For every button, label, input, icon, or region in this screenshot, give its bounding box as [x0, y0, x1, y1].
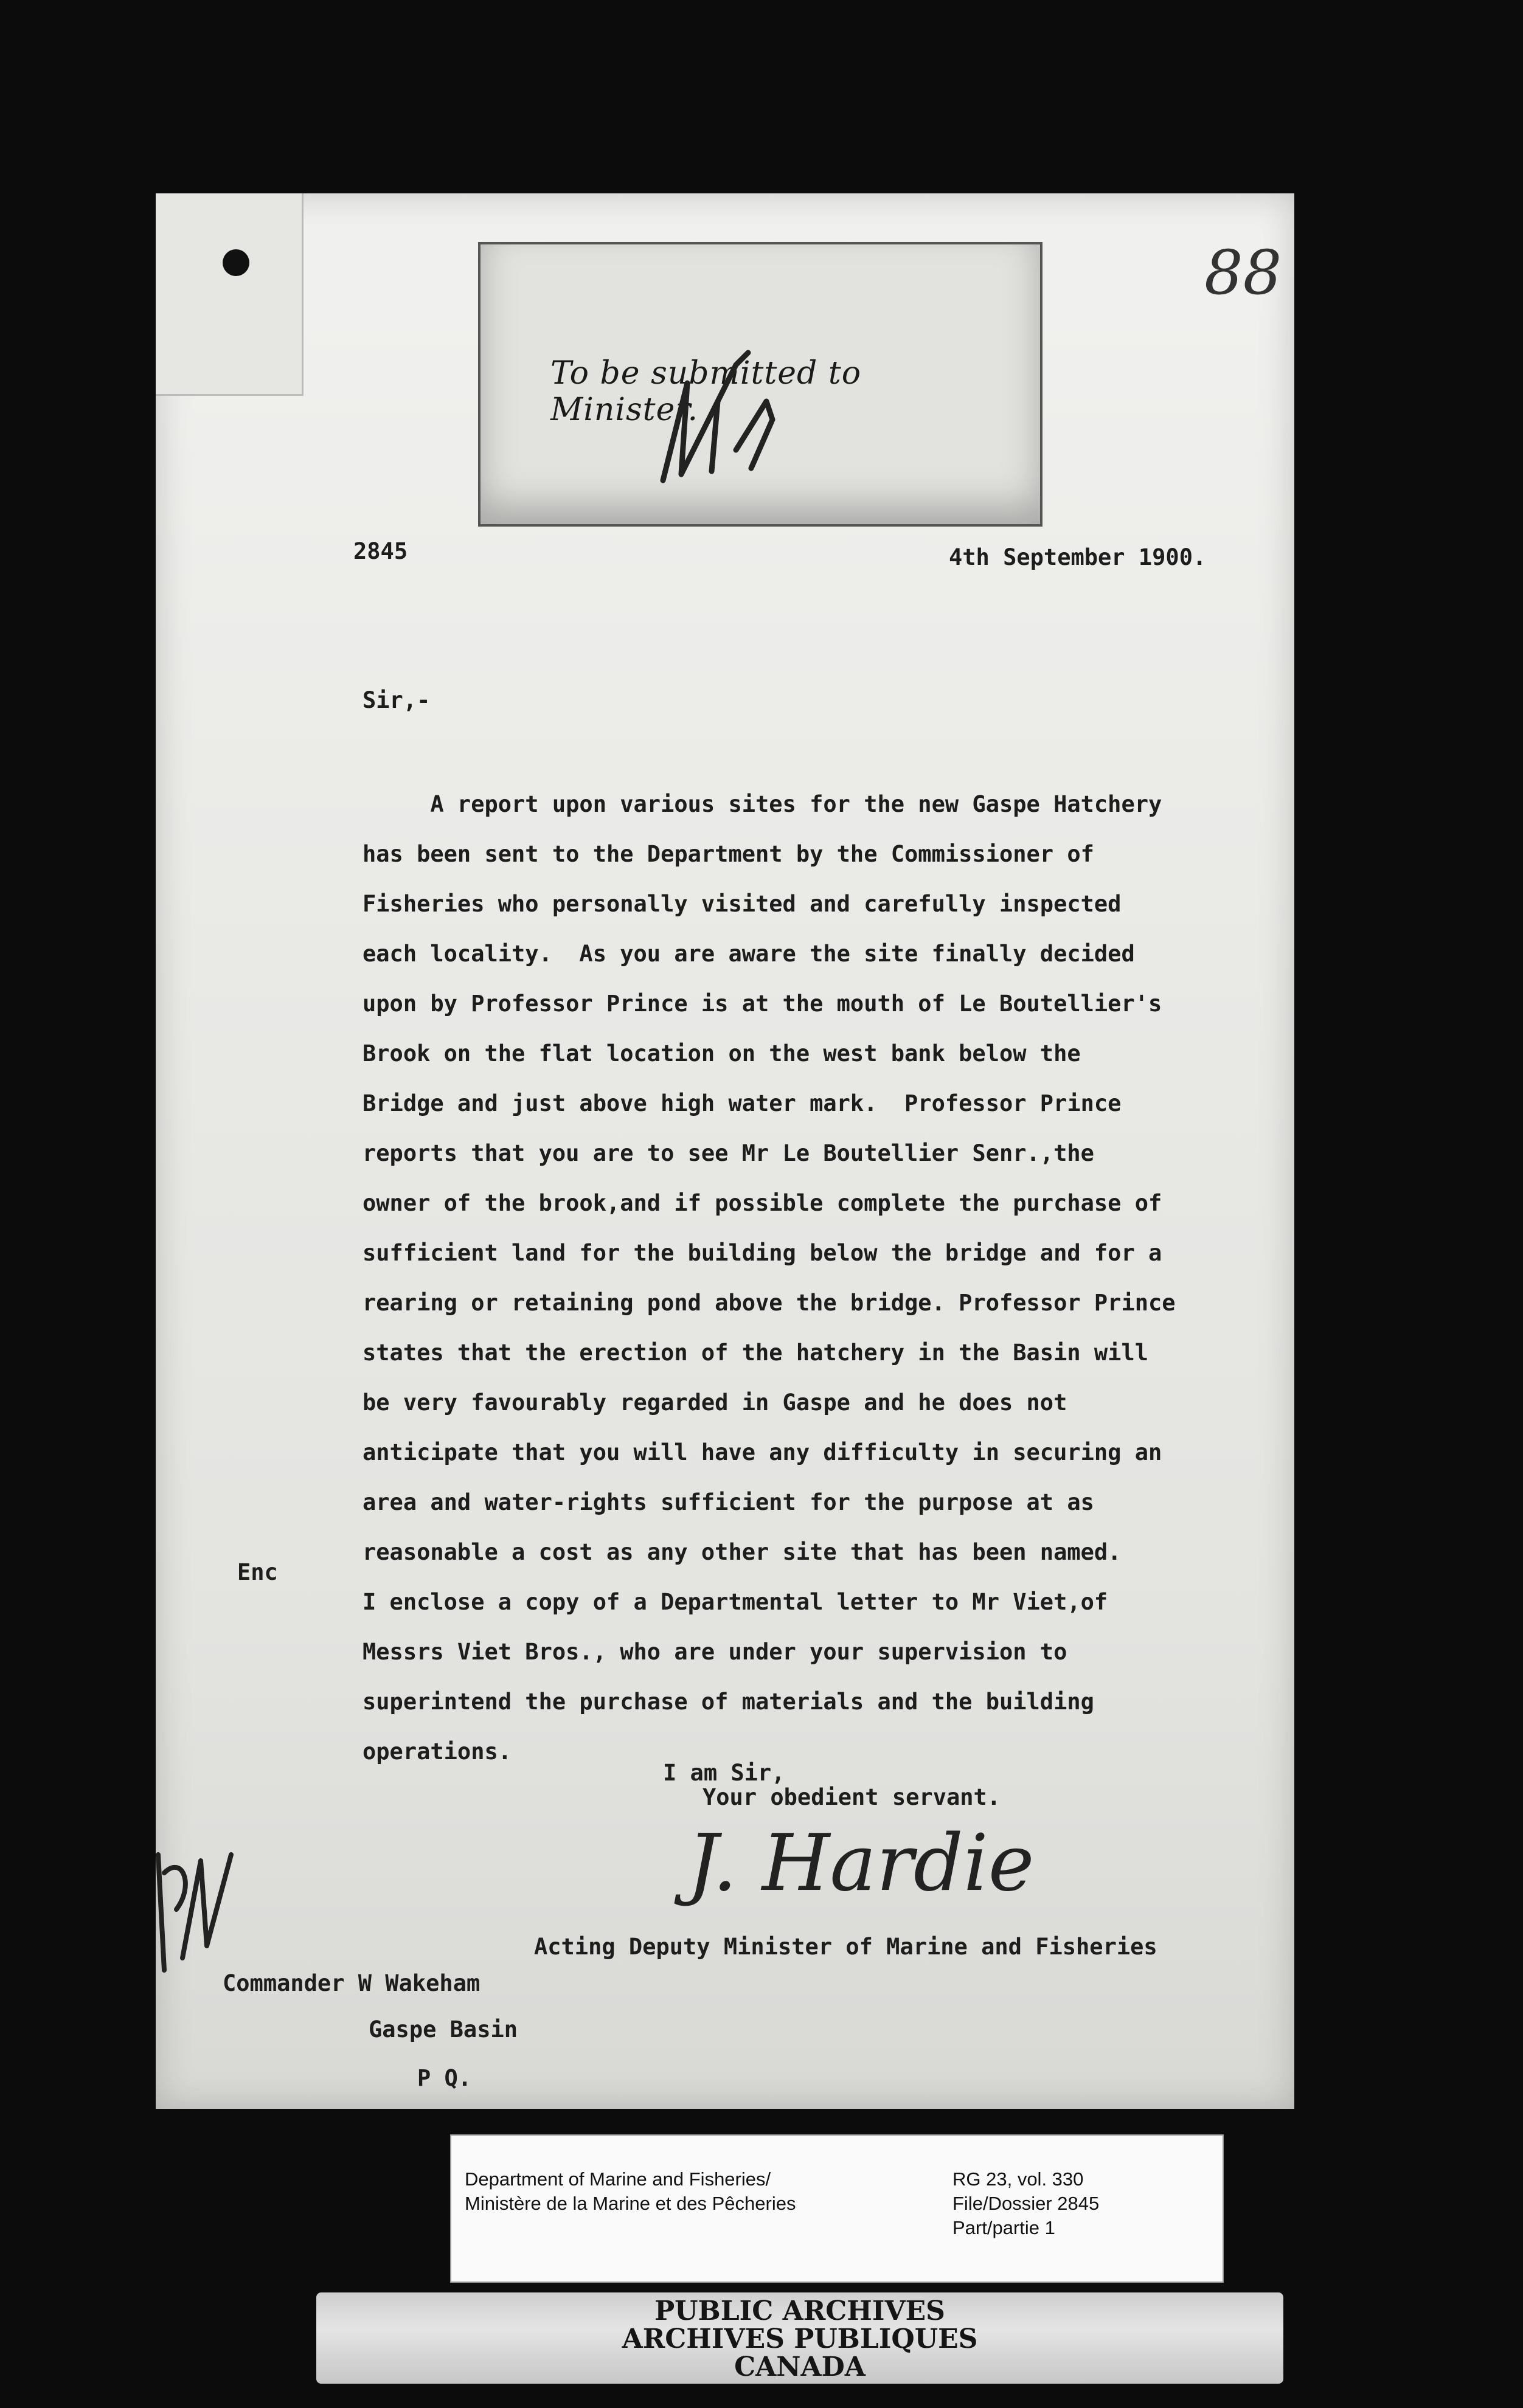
closing-line: I am Sir,: [663, 1760, 785, 1786]
archive-department: [465, 2167, 796, 2216]
body-line: be very favourably regarded in Gaspe and he does not: [363, 1389, 1067, 1416]
handwritten-initials-mark: [645, 328, 791, 499]
handwritten-page-number: 88: [1204, 237, 1282, 308]
submission-stamp-text: To be submitted to Minister.: [550, 355, 862, 428]
archive-department-fr: Ministère de la Marine et des Pêcheries: [465, 2193, 796, 2214]
salutation: Sir,-: [363, 687, 431, 713]
archive-file-number: File/Dossier 2845: [952, 2193, 1100, 2214]
addressee-province: P Q.: [417, 2065, 472, 2091]
file-number: 2845: [353, 538, 408, 564]
body-line: superintend the purchase of materials and the building: [363, 1689, 1094, 1715]
archive-stamp-line: ARCHIVES PUBLIQUES: [622, 2323, 978, 2354]
body-line: Brook on the flat location on the west bank below the: [363, 1040, 1081, 1067]
body-line: I enclose a copy of a Departmental letter to Mr Viet,of: [363, 1589, 1108, 1615]
body-line: reasonable a cost as any other site that has been named.: [363, 1539, 1122, 1565]
body-line: states that the erection of the hatchery in the Basin will: [363, 1340, 1149, 1366]
body-line: operations.: [363, 1739, 512, 1765]
body-line: has been sent to the Department by the Commissioner of: [363, 841, 1094, 867]
archive-stamp-line: CANADA: [734, 2351, 866, 2382]
archive-department-en: Department of Marine and Fisheries/: [465, 2168, 771, 2190]
body-line: owner of the brook,and if possible complete the purchase of: [363, 1190, 1162, 1216]
marginal-initials-mark: [146, 1836, 243, 1982]
body-line: area and water-rights sufficient for the purpose at as: [363, 1489, 1094, 1515]
body-line: reports that you are to see Mr Le Boutellier Senr.,the: [363, 1140, 1094, 1166]
archive-reference-label: [450, 2134, 1224, 2283]
closing-line: Your obedient servant.: [703, 1784, 1001, 1810]
archive-stamp-line: PUBLIC ARCHIVES: [654, 2296, 945, 2327]
addressee-name: Commander W Wakeham: [223, 1970, 480, 1996]
body-line: sufficient land for the building below the bridge and for a: [363, 1240, 1162, 1266]
handwritten-signature: J. Hardie: [687, 1818, 1035, 1909]
body-line: Bridge and just above high water mark. Professor Prince: [363, 1090, 1122, 1116]
paper-fold-strip: [156, 193, 304, 396]
body-line: Fisheries who personally visited and carefully inspected: [363, 891, 1122, 917]
enclosure-label: Enc: [237, 1559, 278, 1585]
body-line: A report upon various sites for the new Gaspe Hatchery: [363, 791, 1162, 817]
letter-date: 4th September 1900.: [949, 544, 1207, 570]
punch-hole: [223, 249, 249, 276]
body-line: each locality. As you are aware the site finally decided: [363, 941, 1135, 967]
archive-reference: [952, 2167, 1099, 2240]
addressee-place: Gaspe Basin: [369, 2016, 518, 2043]
letter-body: [363, 780, 1176, 1777]
signatory-title: Acting Deputy Minister of Marine and Fisheries: [534, 1934, 1157, 1960]
body-line: anticipate that you will have any difficulty in securing an: [363, 1439, 1162, 1465]
body-line: upon by Professor Prince is at the mouth of Le Boutellier's: [363, 991, 1162, 1017]
public-archives-stamp: [316, 2292, 1283, 2384]
archive-record-group: RG 23, vol. 330: [952, 2168, 1084, 2190]
archive-part: Part/partie 1: [952, 2217, 1055, 2238]
body-line: Messrs Viet Bros., who are under your supervision to: [363, 1639, 1067, 1665]
body-line: rearing or retaining pond above the bridge. Professor Prince: [363, 1290, 1176, 1316]
